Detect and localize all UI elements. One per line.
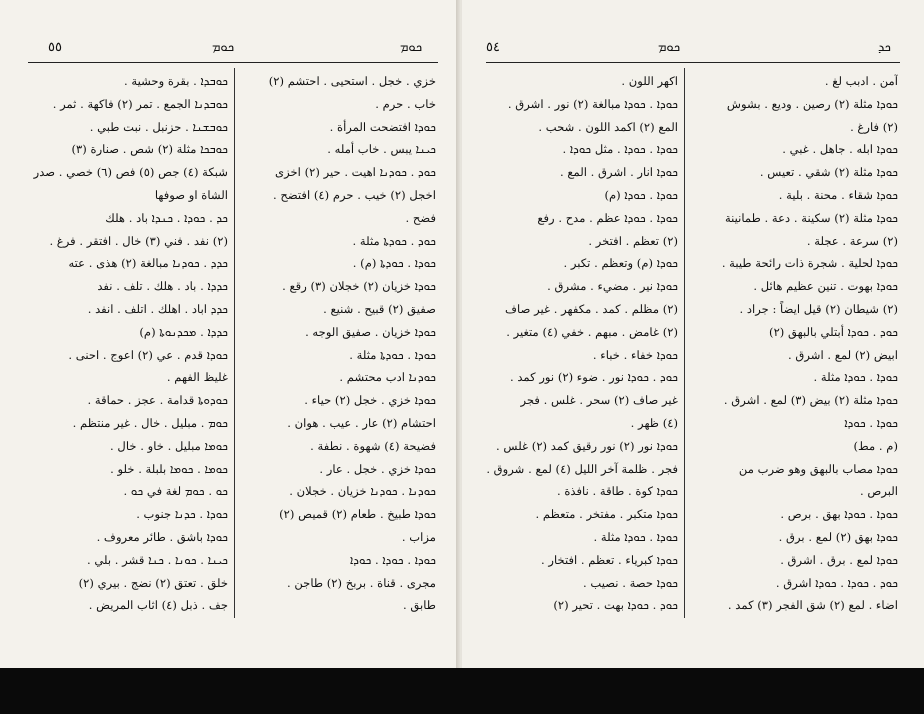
entry-line: خزي . خجل . استحيى . احتشم (٢): [268, 74, 436, 88]
entry-line: غير صاف (٢) سحر . غلس . فجر: [520, 393, 678, 408]
right-page-running-head: ܟܘܡ: [658, 40, 681, 55]
entry-line: (٢) مظلم . كمد . مكفهر . غير صاف: [505, 301, 678, 316]
entry-line: ܟܘܕܐ مثلة (٢) بيض (٣) لمع . اشرق .: [723, 393, 898, 408]
entry-line: خاب . حرم .: [375, 96, 436, 111]
entry-line: (٢) شيطان (٢) قيل ايضاً : جراد .: [739, 301, 898, 316]
entry-line: ܟܘܒܟܐ مثلة (٢) شص . صنارة (٣): [71, 142, 228, 157]
right-page-number: ٥٤: [486, 40, 500, 55]
entry-line: ܟܘܕܐ مثلة (٢) رصين . وديع . بشوش: [726, 96, 898, 111]
entry-line: ܟܘܕܐ . ܟܘܕܐ . مثل ܟܘܕܐ .: [562, 142, 678, 157]
entry-line: ܟܘܕܐ مثلة (٢) شقي . تعيس .: [759, 165, 898, 180]
entry-line: ܟܘܕܐ خزي . خجل . عار .: [319, 461, 436, 476]
entry-line: ܟܕ . ܟܘܕܐ . ܟܢܕܐ باد . هلك: [105, 210, 228, 225]
entry-line: ܟܘܕܐ قدم . عي (٢) اعوج . احنى .: [68, 347, 228, 362]
entry-line: ابيض (٢) لمع . اشرق .: [788, 347, 898, 362]
entry-line: ܟܕܕ . ܟܘܕܢܐ مبالغة (٢) هذى . عته: [68, 256, 228, 271]
entry-line: ܟܘܕܐ لمع . برق . اشرق .: [780, 552, 898, 567]
right-header-rule: [486, 62, 900, 63]
entry-line: ܟܘܕܐ نور (٢) نور رقيق كمد (٢) غلس .: [496, 438, 678, 453]
entry-line: ܟܝܢܐ . ܟܘܢܐ . ܟܢܐ قشر . بلي .: [86, 552, 228, 567]
entry-line: مزاب .: [401, 529, 436, 544]
left-header-rule: [28, 62, 438, 63]
left-page-left-column: [32, 70, 228, 617]
entry-line: ܟܕܕܐ . باد . هلك . تلف . نفد: [97, 279, 228, 294]
entry-line: اخجل (٢) خيب . حرم (٤) افتضح .: [273, 187, 436, 202]
left-page-right-column: [240, 70, 436, 617]
entry-line: ܟܘܕܐ باشق . طائر معروف .: [96, 529, 228, 544]
entry-line: ܟܘܒܫܢܐ . حزنبل . نبت طبي .: [89, 119, 228, 134]
entry-line: ܟܘܕ . ܟܘܕܐ . ܟܘܕܐ اشرق .: [775, 575, 898, 590]
entry-line: ܟܘܕܐ كبرياء . تعظم . افتخار .: [540, 552, 678, 567]
entry-line: جف . ذبل (٤) اثاب المريض .: [88, 598, 228, 613]
entry-line: ܟܘܕܐ كوة . طاقة . نافذة .: [556, 484, 678, 499]
entry-line: ܟܘܕܐ مصاب بالبهق وهو ضرب من: [738, 461, 898, 476]
entry-line: ܟܘܕܐ . ܟܕܢܐ جنوب .: [136, 507, 228, 522]
entry-line: مجرى . قناة . بربخ (٢) طاجن .: [286, 575, 436, 590]
entry-line: ܟܘܒܕܐ . بقرة وحشية .: [123, 74, 228, 88]
left-column-divider: [234, 68, 235, 618]
entry-line: ܟܘܕܐ (م) وتعظم . تكبر .: [563, 256, 678, 271]
entry-line: ܟܘܕܐ متكبر . مفتخر . متعظم .: [535, 507, 678, 522]
entry-line: ܟܘܡ . مبليل . خال . غير منتظم .: [72, 415, 228, 430]
entry-line: ܟܘܕܐ ابله . جاهل . غبي .: [782, 142, 898, 157]
entry-line: ܟܘܕܐ بهق (٢) لمع . برق .: [778, 529, 898, 544]
entry-line: ܟܘܕܐ . ܟܘܕܐ (م): [604, 187, 678, 202]
entry-line: ܟܘܕܐ . ܟܘܕܐ مثلة .: [593, 529, 678, 544]
entry-line: خلق . تعتق (٢) نضج . بيري (٢): [78, 575, 228, 590]
entry-line: ܟܘܕܐ . ܟܘܕܐ مثلة .: [813, 370, 898, 385]
entry-line: (٤) ظهر .: [630, 415, 678, 430]
entry-line: ܟܘܕܐ . ܟܘܕܬܐ مثلة .: [349, 347, 436, 362]
entry-line: شبكة (٤) جص (٥) فص (٦) خصي . صدر: [33, 165, 228, 180]
right-page-left-column: [484, 70, 678, 617]
entry-line: ܟܘܕܐ خزيان . صفيق الوجه .: [305, 324, 436, 339]
right-page-header-right: ܟܕ: [878, 40, 891, 55]
entry-line: ܟܘܕܐ . ܟܘܕܐ: [844, 415, 898, 430]
right-page: [462, 0, 924, 668]
left-page-running-head: ܟܘܡ: [212, 40, 235, 55]
entry-line: ܟܘܕܐ شقاء . محنة . بلية .: [778, 187, 898, 202]
entry-line: ܟܘܕܢܐ ادب محتشم .: [339, 370, 436, 385]
entry-line: (٢) سرعة . عجلة .: [806, 233, 898, 248]
entry-line: المع (٢) اكمد اللون . شحب .: [538, 119, 678, 134]
entry-line: ܟܘܕܐ انار . اشرق . المع .: [560, 165, 678, 180]
entry-line: الشاة او صوفها: [154, 187, 228, 202]
entry-line: صفيق (٢) قبيح . شنيع .: [323, 301, 436, 316]
entry-line: ܟܘܕܐ خزيان (٢) خجلان (٣) رقع .: [282, 279, 436, 294]
entry-line: ܟܘܕܐ . ܟܘܕܬܐ (م) .: [352, 256, 436, 271]
entry-line: فضح .: [405, 210, 436, 225]
entry-line: ܟܘܕ . ܟܘܕܐ أبتلي بالبهق (٢): [769, 324, 898, 339]
entry-line: فضيحة (٤) شهوة . نطفة .: [310, 438, 436, 453]
entry-line: ܟܘܕܐ خفاء . خباء .: [592, 347, 678, 362]
scan-bottom-border: [0, 668, 924, 714]
entry-line: ܟܕܕ اباد . اهلك . اتلف . انفد .: [87, 301, 228, 316]
entry-line: ܟܘܕ . ܟܘܕܐ نور . ضوء (٢) نور كمد .: [509, 370, 678, 385]
entry-line: ܟܘܕܐ افتضحت المرأة .: [329, 119, 436, 134]
entry-line: ܟܘܕܐ خزي . خجل (٢) حياء .: [304, 393, 436, 408]
right-page-right-column: [690, 70, 898, 617]
entry-line: (٢) نفد . فني (٣) خال . افتقر . فرغ .: [49, 233, 228, 248]
entry-line: ܟܘܕ . ܟܘܕܐ بهت . تحير (٢): [553, 598, 678, 613]
entry-line: ܟܘܕ . ܟܘܕܢܐ اهيت . حير (٢) اخزى: [275, 165, 436, 180]
entry-line: البرص .: [859, 484, 898, 499]
entry-line: غليظ الفهم .: [166, 370, 228, 385]
entry-line: ܟܘ . ܟܘܡ لغة في ܟܘ .: [123, 484, 228, 499]
entry-line: ܟܘܕܐ . ܟܘܕܐ عظم . مدح . رفع: [537, 210, 678, 225]
entry-line: طابق .: [402, 598, 436, 613]
entry-line: ܟܘܕܐ . ܟܘܕܐ . ܟܘܕܐ: [350, 552, 436, 567]
entry-line: ܟܕܕܐ . ܡܟܕܢܘܬܐ (م): [139, 324, 228, 339]
entry-line: ܟܘܡܐ مبليل . خاو . خال .: [110, 438, 228, 453]
entry-line: ܟܝܢܐ يبس . خاب أمله .: [327, 142, 436, 157]
entry-line: ܟܘܕܐ نير . مضيء . مشرق .: [547, 279, 678, 294]
entry-line: (م . مط): [853, 438, 898, 453]
entry-line: اكهر اللون .: [621, 74, 678, 88]
entry-line: ܟܘܒܕܢܐ الجمع . تمر (٢) فاكهة . ثمر .: [52, 96, 228, 111]
entry-line: ܟܘܕܘܬܐ قدامة . عجز . حماقة .: [87, 393, 228, 408]
left-page-header-right: ܟܘܡ: [400, 40, 423, 55]
entry-line: فجر . ظلمة آخر الليل (٤) لمع . شروق .: [486, 461, 678, 476]
entry-line: ܟܘܕܐ . ܟܘܕܐ بهق . برص .: [780, 507, 898, 522]
entry-line: (٢) تعظم . افتخر .: [588, 233, 678, 248]
entry-line: ܟܘܕܢܐ . ܟܘܕܢܐ خزيان . خجلان .: [289, 484, 436, 499]
entry-line: احتشام (٢) عار . عيب . هوان .: [287, 415, 436, 430]
entry-line: (٢) فارغ .: [850, 119, 898, 134]
entry-line: ܟܘܕܐ لحلية . شجرة ذات رائحة طيبة .: [721, 256, 898, 271]
right-column-divider: [684, 68, 685, 618]
entry-line: ܟܘܕܐ بهوت . تنين عظيم هائل .: [753, 279, 898, 294]
entry-line: ܟܘܕܐ . ܟܘܕܐ مبالغة (٢) نور . اشرق .: [507, 96, 678, 111]
entry-line: ܟܘܕܐ حصة . نصيب .: [583, 575, 678, 590]
left-page-number: ٥٥: [48, 40, 62, 55]
entry-line: (٢) غامض . مبهم . خفي (٤) متغير .: [506, 324, 678, 339]
entry-line: ܟܘܡܐ . ܟܘܡܐ بلبلة . خلو .: [110, 461, 228, 476]
entry-line: ܟܘܕ . ܟܘܕܬܐ مثلة .: [352, 233, 436, 248]
left-page: [0, 0, 460, 668]
entry-line: ܟܘܕܐ طبيخ . طعام (٢) قميص (٢): [279, 507, 436, 522]
entry-line: آمن . ادبب لغ .: [824, 74, 898, 88]
entry-line: اضاء . لمع (٢) شق الفجر (٣) كمد .: [727, 598, 898, 613]
entry-line: ܟܘܕܐ مثلة (٢) سكينة . دعة . طمانينة: [724, 210, 898, 225]
